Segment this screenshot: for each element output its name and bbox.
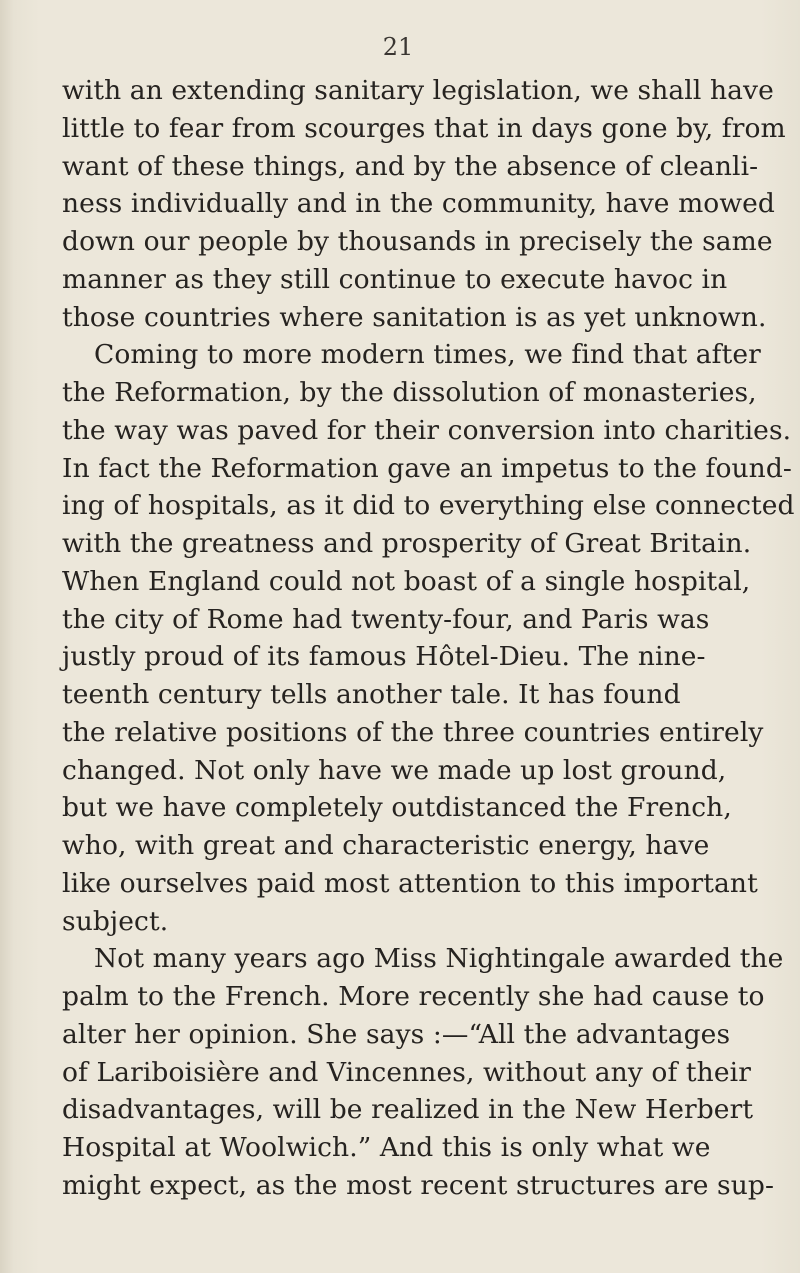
text-line: down our people by thousands in precisely the same [62,226,773,257]
text-line: manner as they still continue to execute havoc in [62,263,728,295]
text-line: the relative positions of the three countries entirely [62,716,764,748]
text-line: justly proud of its famous Hôtel-Dieu. The nine- [62,641,706,673]
text-line: those countries where sanitation is as yet unknown. [62,301,767,333]
text-line: might expect, as the most recent structures are sup- [62,1169,775,1201]
text-line: alter her opinion. She says :—“All the advantages [62,1018,731,1050]
page-number: 21 [382,33,414,61]
text-line: want of these things, and by the absence of cleanli- [62,150,759,182]
text-line: like ourselves paid most attention to this important [62,867,758,899]
text-line: When England could not boast of a single hospital, [62,565,751,597]
paragraph-start-line: Coming to more modern times, we find that after [94,339,761,371]
paragraph-start-line: Not many years ago Miss Nightingale awarded the [94,943,784,975]
text-line: In fact the Reformation gave an impetus to the found- [62,452,792,484]
text-line: changed. Not only have we made up lost ground, [62,754,727,786]
text-line: but we have completely outdistanced the French, [62,792,732,824]
text-line: disadvantages, will be realized in the New Herbert [62,1094,754,1126]
text-line: of Lariboisière and Vincennes, without any of their [62,1056,751,1088]
body-text [62,72,795,1205]
text-line: the city of Rome had twenty-four, and Paris was [62,603,710,635]
text-line: with an extending sanitary legislation, we shall have [62,75,774,106]
text-line: with the greatness and prosperity of Great Britain. [62,528,752,559]
text-line: subject. [62,905,169,937]
text-line: palm to the French. More recently she had cause to [62,981,765,1012]
text-line: who, with great and characteristic energy, have [62,830,710,861]
text-line: Hospital at Woolwich.” And this is only what we [62,1132,711,1163]
text-line: the Reformation, by the dissolution of monasteries, [62,377,757,408]
text-line: teenth century tells another tale. It has found [62,679,681,710]
text-line: ing of hospitals, as it did to everything else connected [62,490,795,522]
text-line: the way was paved for their conversion into charities. [62,414,792,446]
text-line: ness individually and in the community, have mowed [62,188,775,220]
text-line: little to fear from scourges that in days gone by, from [62,112,786,144]
